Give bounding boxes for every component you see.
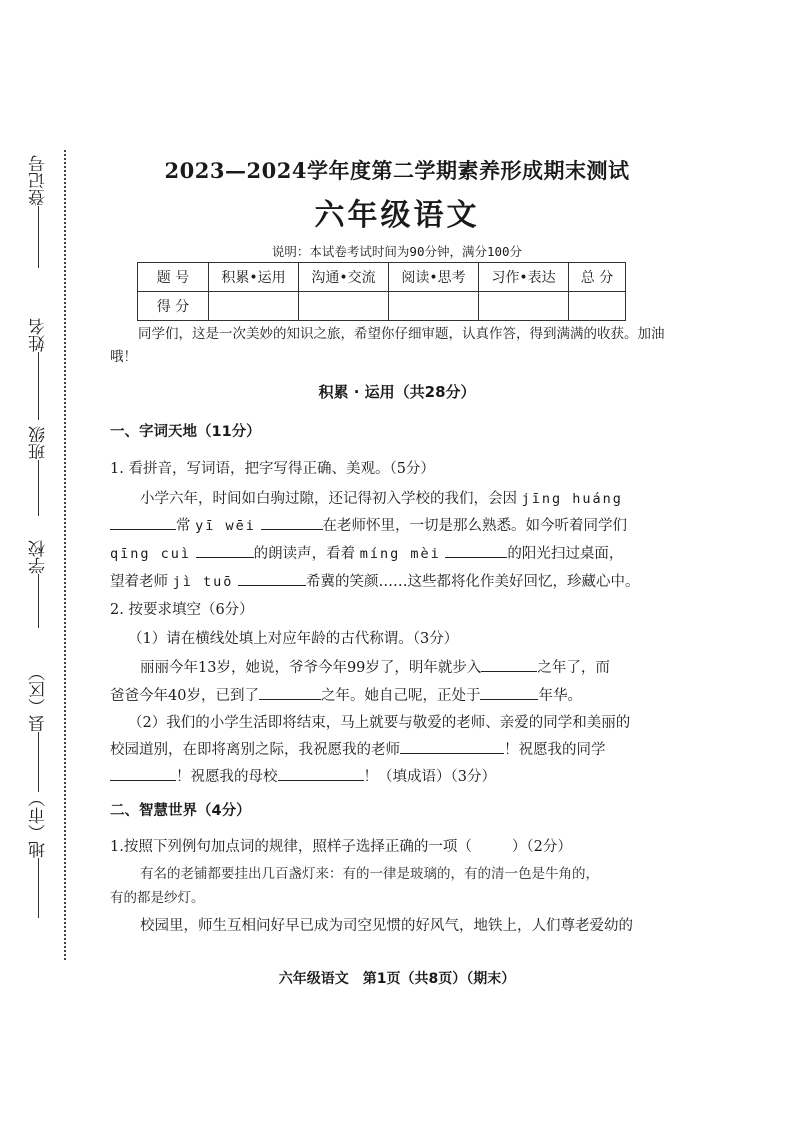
school-label: 学校 bbox=[29, 540, 49, 574]
q2-sub2-line-3 bbox=[110, 765, 670, 786]
q2-text: 校园道别，在即将离别之际，我祝愿我的老师 bbox=[110, 742, 400, 758]
registration-label: 登记号 bbox=[29, 155, 49, 206]
score-header-cell: 总 分 bbox=[569, 263, 626, 292]
school-blank[interactable] bbox=[39, 574, 40, 628]
score-header-cell: 题 号 bbox=[138, 263, 209, 292]
score-table-header-row bbox=[138, 263, 626, 292]
p2-example-line-1: 有名的老铺都要挂出几百盏灯来：有的一律是玻璃的，有的清一色是牛角的， bbox=[140, 866, 599, 882]
q2-sub1-prompt: （1）请在横线处填上对应年龄的古代称谓。（3分） bbox=[128, 631, 459, 647]
score-cell-total[interactable] bbox=[569, 292, 626, 321]
class-label: 班级 bbox=[29, 426, 49, 460]
score-header-cell: 习作•表达 bbox=[479, 263, 569, 292]
exam-note: 说明：本试卷考试时间为90分钟，满分100分 bbox=[271, 244, 523, 259]
q2-text: 年华。 bbox=[538, 688, 582, 704]
score-header-cell: 沟通•交流 bbox=[299, 263, 389, 292]
q1-prompt: 1. 看拼音，写词语，把字写得正确、美观。（5分） bbox=[110, 461, 435, 477]
score-header-cell: 积累•运用 bbox=[209, 263, 299, 292]
answer-blank-10[interactable] bbox=[110, 766, 176, 781]
p2-text: ）（2分） bbox=[511, 839, 572, 855]
county-field[interactable] bbox=[26, 664, 51, 792]
answer-blank-2[interactable] bbox=[261, 515, 323, 530]
p2-option-line: 校园里，师生互相问好早已成为司空见惯的好风气，地铁上，人们尊老爱幼的 bbox=[140, 918, 633, 934]
section-title: 积累 · 运用（共28分） bbox=[318, 383, 476, 401]
pinyin-ming-mei: míng mèi bbox=[359, 546, 441, 562]
q1-line-1 bbox=[140, 487, 670, 508]
q1-line-4 bbox=[110, 570, 670, 591]
q1-line-3 bbox=[110, 542, 670, 563]
q2-text: 之年。她自己呢，正处于 bbox=[320, 688, 481, 704]
q2-sub2-line-2 bbox=[110, 738, 670, 759]
city-label: 地（市） bbox=[29, 790, 49, 858]
answer-blank-8[interactable] bbox=[480, 685, 538, 700]
county-label: 县（区） bbox=[29, 664, 49, 732]
q2-text: 爸爸今年40岁，已到了 bbox=[110, 688, 259, 704]
q1-text: 常 bbox=[176, 518, 191, 534]
class-blank[interactable] bbox=[39, 460, 40, 516]
p2-example-line-2: 有的都是纱灯。 bbox=[110, 890, 205, 906]
answer-blank-3[interactable] bbox=[196, 543, 254, 558]
county-blank[interactable] bbox=[39, 732, 40, 792]
q2-text: ！祝愿我的同学 bbox=[504, 742, 606, 758]
q2-sub1-line-2 bbox=[110, 684, 670, 705]
q2-text: 丽丽今年13岁，她说，爷爷今年99岁了，明年就步入 bbox=[140, 660, 482, 676]
q1-text: 在老师怀里，一切是那么熟悉。如今听着同学们 bbox=[322, 518, 627, 534]
school-field[interactable] bbox=[26, 540, 51, 628]
q1-text: 的朗读声，看着 bbox=[253, 546, 356, 562]
q1-text: 的阳光扫过桌面， bbox=[507, 546, 624, 562]
q2-prompt: 2. 按要求填空（6分） bbox=[110, 602, 254, 618]
score-cell-writing[interactable] bbox=[479, 292, 569, 321]
pinyin-qing-cui: qīng cuì bbox=[110, 546, 192, 562]
pinyin-yi-wei: yī wēi bbox=[195, 518, 256, 534]
answer-blank-11[interactable] bbox=[278, 766, 364, 781]
score-table-score-row bbox=[138, 292, 626, 321]
answer-blank-5[interactable] bbox=[238, 571, 306, 586]
score-table bbox=[137, 262, 626, 321]
score-cell-communication[interactable] bbox=[299, 292, 389, 321]
pinyin-ji-tuo: jì tuō bbox=[172, 574, 234, 590]
class-field[interactable] bbox=[26, 426, 51, 516]
score-header-cell: 阅读•思考 bbox=[389, 263, 479, 292]
score-row-label: 得 分 bbox=[138, 292, 209, 321]
exam-title: 2023—2024学年度第二学期素养形成期末测试 bbox=[164, 158, 630, 183]
answer-blank-6[interactable] bbox=[481, 657, 537, 672]
q1-text: 小学六年，时间如白驹过隙，还记得初入学校的我们，会因 bbox=[140, 491, 517, 507]
name-label: 姓名 bbox=[29, 318, 49, 352]
q2-text: 之年了，而 bbox=[537, 660, 610, 676]
greeting-text: 同学们，这是一次美妙的知识之旅，希望你仔细审题，认真作答，得到满满的收获。加油哦！ bbox=[110, 326, 665, 365]
score-cell-reading[interactable] bbox=[389, 292, 479, 321]
q2-sub2-line-1: （2）我们的小学生活即将结束，马上就要与敬爱的老师、亲爱的同学和美丽的 bbox=[128, 715, 631, 731]
part2-heading: 二、智慧世界（4分） bbox=[110, 803, 251, 819]
p2-q1-prompt bbox=[110, 835, 670, 856]
exam-subject: 六年级语文 bbox=[314, 198, 480, 233]
pinyin-jing-huang: jīng huáng bbox=[521, 491, 623, 507]
answer-blank-4[interactable] bbox=[445, 543, 507, 558]
page-footer: 六年级语文 第1页（共8页）（期末） bbox=[278, 971, 516, 987]
name-field[interactable] bbox=[26, 318, 51, 420]
q1-line-2 bbox=[110, 514, 670, 535]
city-field[interactable] bbox=[26, 790, 51, 918]
city-blank[interactable] bbox=[39, 858, 40, 918]
part1-heading: 一、字词天地（11分） bbox=[110, 424, 261, 440]
q2-text: ！（填成语）（3分） bbox=[363, 769, 496, 785]
answer-blank-9[interactable] bbox=[400, 739, 504, 754]
p2-text: 1.按照下列例句加点词的规律，照样子选择正确的一项（ bbox=[110, 839, 472, 855]
answer-blank-1[interactable] bbox=[110, 515, 176, 530]
score-cell-accumulation[interactable] bbox=[209, 292, 299, 321]
q2-text: ！祝愿我的母校 bbox=[176, 769, 278, 785]
answer-blank-7[interactable] bbox=[259, 685, 321, 700]
binding-dotted-line bbox=[64, 150, 66, 960]
q2-sub1-line-1 bbox=[140, 656, 670, 677]
q1-text: 希冀的笑颜……这些都将化作美好回忆，珍藏心中。 bbox=[306, 574, 640, 590]
q1-text: 望着老师 bbox=[110, 574, 168, 590]
